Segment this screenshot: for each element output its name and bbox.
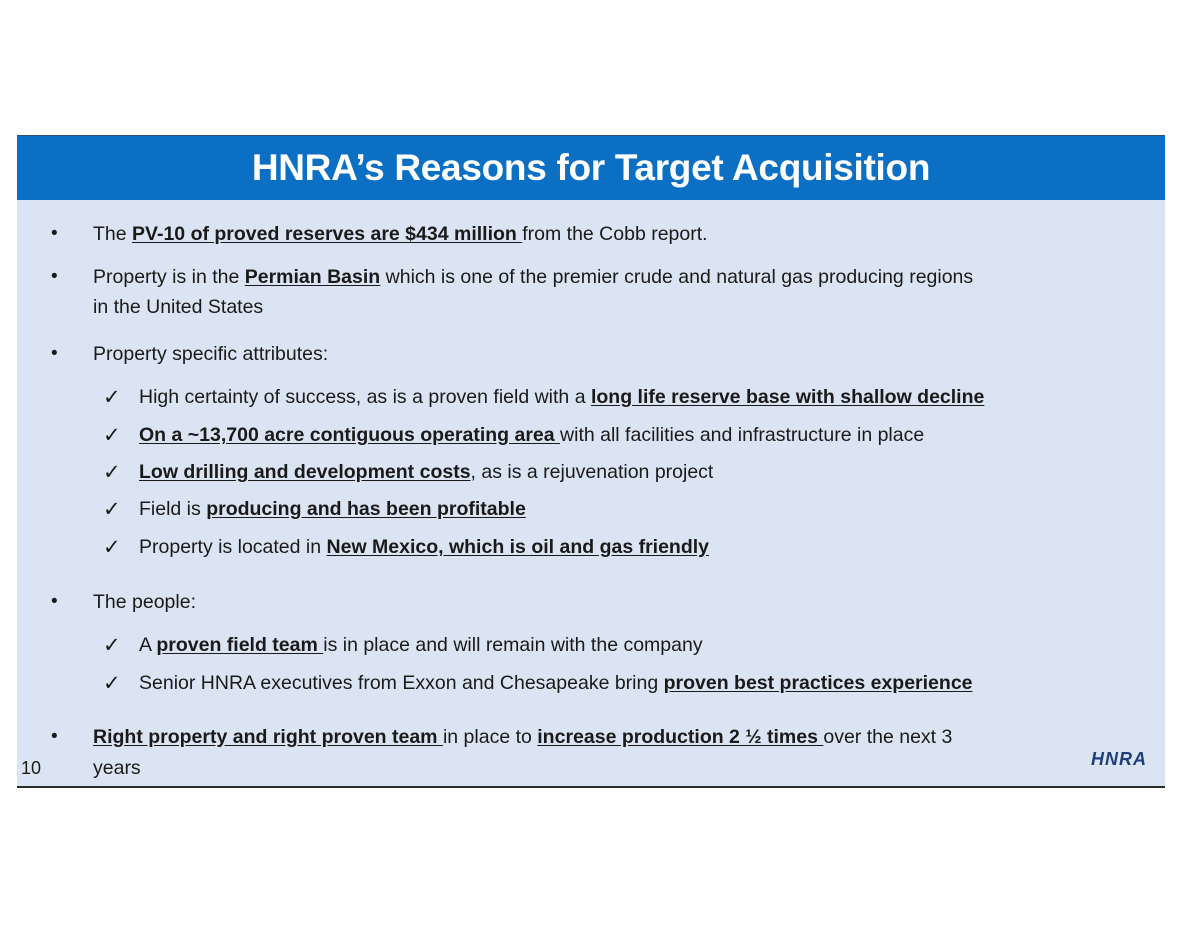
text: Property is located in [139, 536, 327, 558]
check-icon: ✓ [103, 633, 121, 657]
text: Senior HNRA executives from Exxon and Chesapeake bring [139, 672, 664, 694]
emphasis: On a ~13,700 acre contiguous operating area [139, 424, 561, 446]
emphasis: proven field team [156, 634, 324, 656]
bullet-marker: • [51, 223, 58, 244]
slide [17, 135, 1165, 788]
bullet-marker: • [51, 266, 58, 287]
bullet-marker: • [51, 343, 58, 364]
bullet-people: The people: [93, 591, 196, 613]
emphasis: PV-10 of proved reserves are $434 million [132, 223, 523, 245]
bullet-pv10 [93, 219, 708, 249]
bullet-conclusion [93, 722, 952, 752]
text: is in place and will remain with the company [323, 634, 703, 656]
text: with all facilities and infrastructure in place [560, 424, 925, 446]
check-item-executives [139, 668, 973, 698]
check-item-producing [139, 494, 526, 524]
emphasis: Right property and right proven team [93, 726, 443, 748]
emphasis: long life reserve base with shallow decline [590, 386, 985, 408]
text: which is one of the premier crude and natural gas producing regions [380, 266, 974, 288]
emphasis: increase production 2 ½ times [537, 726, 824, 748]
bullet-marker: • [51, 591, 58, 612]
check-icon: ✓ [103, 385, 121, 409]
check-item-acreage [139, 420, 924, 450]
emphasis: producing and has been profitable [206, 498, 526, 520]
text: from the Cobb report. [522, 223, 708, 245]
check-icon: ✓ [103, 497, 121, 521]
text: The [93, 223, 133, 245]
emphasis: Permian Basin [244, 266, 381, 288]
slide-title: HNRA’s Reasons for Target Acquisition [17, 136, 1165, 200]
bullet-conclusion-line2: years [93, 757, 141, 779]
page-number: 10 [21, 758, 42, 778]
check-item-costs [139, 457, 713, 487]
bullet-attributes: Property specific attributes: [93, 343, 329, 365]
text: , as is a rejuvenation project [470, 461, 714, 483]
text: over the next 3 [823, 726, 953, 748]
emphasis: proven best practices experience [663, 672, 973, 694]
text: Property is in the [93, 266, 245, 288]
emphasis: New Mexico, which is oil and gas friendly [326, 536, 710, 558]
hnra-logo: HNRA [1091, 749, 1147, 769]
check-item-location [139, 532, 709, 562]
bullet-permian [93, 262, 973, 292]
check-icon: ✓ [103, 671, 121, 695]
bullet-marker: • [51, 726, 58, 747]
check-icon: ✓ [103, 535, 121, 559]
check-item-team [139, 630, 703, 660]
check-icon: ✓ [103, 423, 121, 447]
check-item-certainty [139, 382, 984, 412]
text: Field is [139, 498, 207, 520]
check-icon: ✓ [103, 460, 121, 484]
text: A [139, 634, 157, 656]
text: in place to [442, 726, 538, 748]
bullet-permian-line2: in the United States [93, 296, 264, 318]
text: High certainty of success, as is a proven field with a [139, 386, 591, 408]
emphasis: Low drilling and development costs [139, 461, 471, 483]
